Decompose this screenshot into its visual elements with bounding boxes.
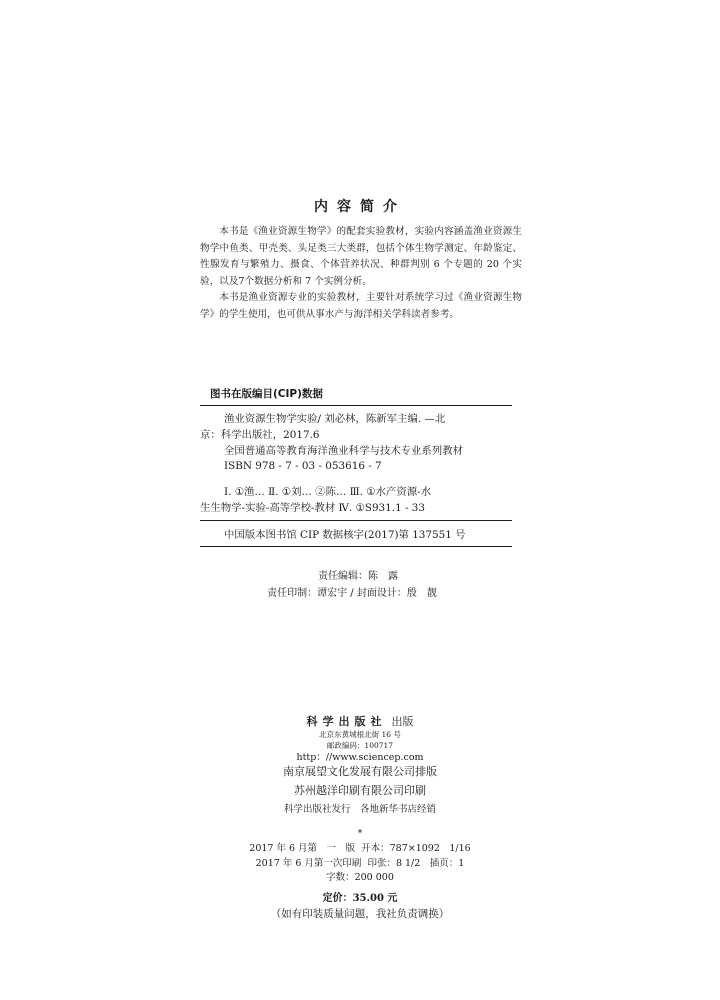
edition-info: [0, 842, 720, 886]
cip-heading: 图书在版编目(CIP)数据: [210, 388, 323, 400]
sheets-plates: 印张：8 1/2 插页：1: [367, 857, 465, 869]
intro-text: [200, 224, 522, 324]
printer-line: 苏州越洋印刷有限公司印刷: [294, 784, 426, 797]
edition-row: [0, 842, 720, 857]
cip-top-rule: [200, 405, 512, 406]
cip-line: 渔业资源生物学实验/ 刘必林，陈新军主编. —北: [224, 413, 446, 425]
publisher-block: [0, 710, 720, 765]
print-date: 2017 年 6 月第一次印刷: [255, 857, 362, 869]
imprint: [0, 762, 720, 819]
page-title: 内容简介: [314, 199, 406, 215]
intro-paragraph: 本书是渔业资源专业的实验教材，主要针对系统学习过《渔业资源生物学》的学生使用，也可供从事水产与海洋相关学科读者参考。: [200, 292, 522, 320]
quality-notice: （如有印装质量问题，我社负责调换）: [270, 908, 450, 920]
format-size: 开本：787×1092 1/16: [361, 843, 471, 854]
cip-line: 京：科学出版社，2017.6: [200, 428, 320, 441]
publisher-website: http：//www.sciencep.com: [296, 752, 424, 763]
print-design-credit: 责任印制：谭宏宇 / 封面设计：殷 靓: [267, 587, 437, 599]
typeset-line: 南京展望文化发展有限公司排版: [283, 765, 437, 778]
publisher-suffix: 出版: [391, 715, 414, 728]
publisher-address: 北京东黄城根北街 16 号: [319, 730, 401, 739]
cip-bottom-rule: [200, 546, 512, 547]
publisher-postcode: 邮政编码：100717: [326, 741, 394, 750]
edition-date: 2017 年 6 月第 一 版: [249, 843, 356, 854]
cip-line: 全国普通高等教育海洋渔业科学与技术专业系列教材: [224, 444, 463, 457]
cip-record: [200, 412, 512, 517]
credits: [0, 569, 720, 602]
cip-line: Ⅰ. ①渔… Ⅱ. ①刘… ②陈… Ⅲ. ①水产资源-水: [224, 486, 432, 499]
separator-asterisk: *: [357, 829, 363, 839]
cip-mid-rule: [200, 520, 512, 521]
edition-row: [0, 857, 720, 872]
cip-line: 中国版本图书馆 CIP 数据核字(2017)第 137551 号: [224, 529, 466, 541]
editor-credit: 责任编辑：陈 露: [318, 571, 398, 582]
distribution-line: 科学出版社发行 各地新华书店经销: [283, 804, 436, 815]
price: 定价：35.00 元: [322, 893, 398, 904]
cip-line: 生生物学-实验-高等学校-教材 Ⅳ. ①S931.1 - 33: [200, 501, 426, 514]
word-count: 字数：200 000: [326, 872, 394, 883]
publisher-name: 科学出版社: [306, 715, 387, 728]
cip-line: ISBN 978 - 7 - 03 - 053616 - 7: [224, 460, 382, 473]
intro-paragraph: 本书是《渔业资源生物学》的配套实验教材，实验内容涵盖渔业资源生物学中鱼类、甲壳类、头足类三大类群，包括个体生物学测定、年龄鉴定、性腺发育与繁殖力、摄食、个体营养状况、种群判别 6 个专题的 20 个实验，以及7个数据分析和 7 个实例分析。: [200, 226, 522, 287]
